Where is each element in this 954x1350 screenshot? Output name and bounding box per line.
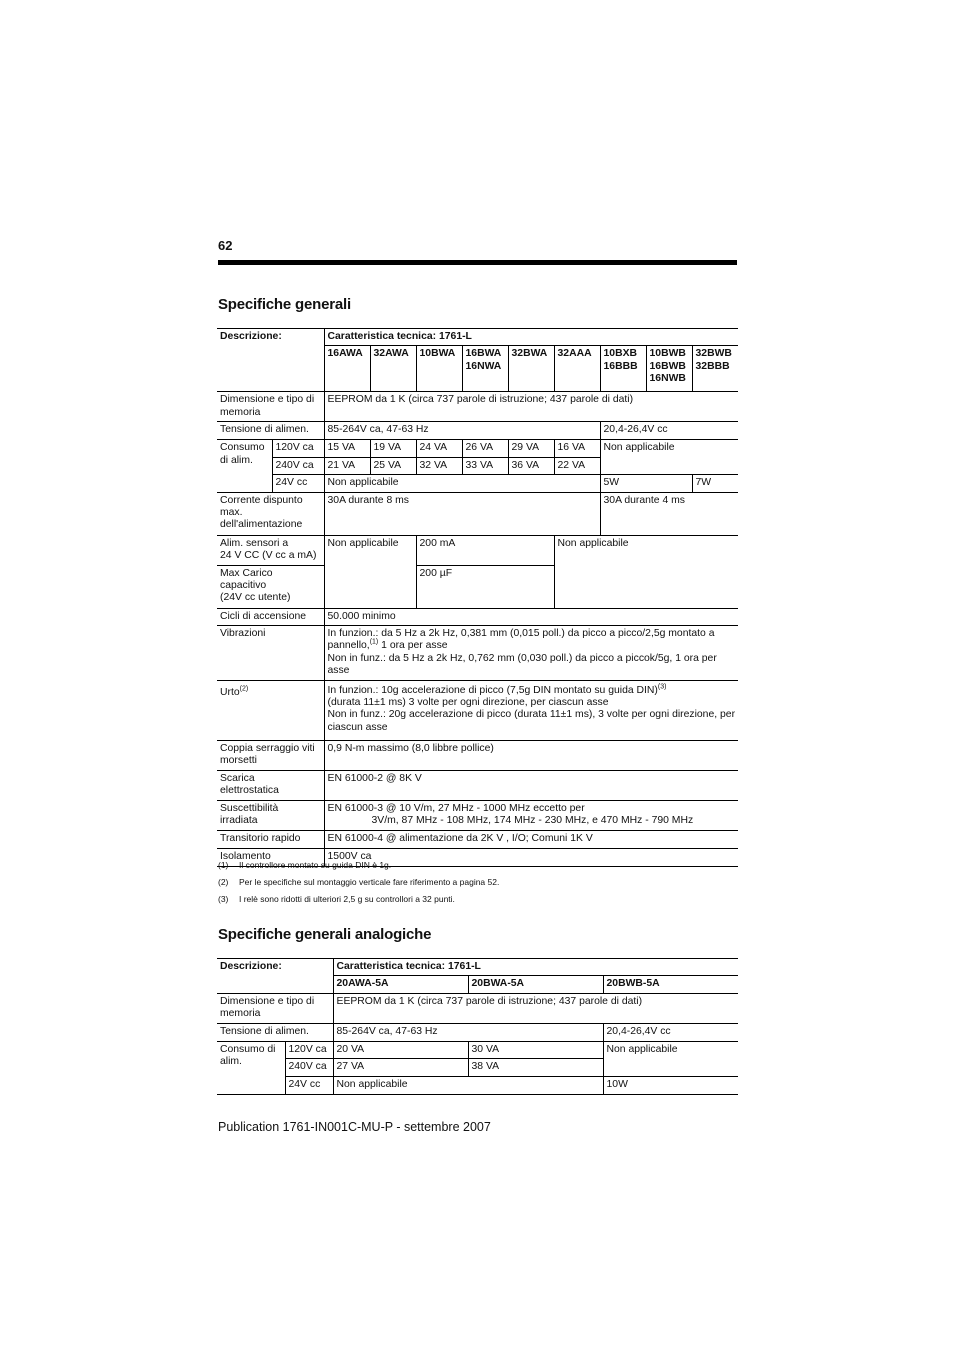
consumption-240v-32awa: 25 VA <box>370 457 416 474</box>
page-number: 62 <box>218 238 233 253</box>
footnote-1-text: Il controllore montato su guida DIN è 1g. <box>239 860 392 870</box>
footnotes <box>218 860 738 911</box>
consumption-240v-32bwa: 36 VA <box>508 457 554 474</box>
footnote-2 <box>218 877 738 894</box>
row-isolation-value: 1500V ca <box>324 848 738 866</box>
analog-consumption-120v-label: 120V ca <box>285 1041 333 1058</box>
analog-consumption-24v-10w: 10W <box>603 1076 738 1094</box>
shock-footnote-ref: (2) <box>239 685 249 693</box>
top-rule <box>218 260 737 265</box>
header-description: Descrizione: <box>217 329 324 392</box>
row-voltage-label: Tensione di alimen. <box>217 422 324 440</box>
model-10bwb: 10BWB 16BWB 16NWB <box>646 346 692 392</box>
row-sensor-label: Alim. sensori a 24 V CC (V cc a mA) <box>217 535 324 565</box>
analog-model-20awa: 20AWA-5A <box>333 976 468 993</box>
consumption-120v-10bwa: 24 VA <box>416 440 462 457</box>
row-sensor-na-right: Non applicabile <box>554 535 738 608</box>
analog-row-consumption-label: Consumo di alim. <box>217 1041 285 1094</box>
consumption-120v-16awa: 15 VA <box>324 440 370 457</box>
row-memory-label: Dimensione e tipo di memoria <box>217 392 324 422</box>
header-spec: Caratteristica tecnica: 1761-L <box>324 329 738 346</box>
vibration-line1b: 1 ora per asse <box>378 640 448 652</box>
consumption-120v-label: 120V ca <box>272 440 324 457</box>
row-esd-value: EN 61000-2 @ 8K V <box>324 770 738 800</box>
row-radiated-label: Suscettibilità irradiata <box>217 800 324 830</box>
row-capacitive-label: Max Carico capacitivo (24V cc utente) <box>217 565 324 608</box>
row-eft-label: Transitorio rapido <box>217 830 324 848</box>
analog-header-description: Descrizione: <box>217 959 333 994</box>
row-torque-label: Coppia serraggio viti morsetti <box>217 740 324 770</box>
row-vibration-value <box>324 626 738 681</box>
model-32aaa: 32AAA <box>554 346 600 392</box>
row-inrush-dc: 30A durante 4 ms <box>600 492 738 535</box>
footnote-2-number: (2) <box>218 877 229 887</box>
analog-consumption-24v-ac-models: Non applicabile <box>333 1076 603 1094</box>
radiated-line2: 3V/m, 87 MHz - 108 MHz, 174 MHz - 230 MHz, e 470 MHz - 790 MHz <box>371 815 694 827</box>
row-shock-value <box>324 680 738 740</box>
analog-consumption-240v-20awa: 27 VA <box>333 1059 468 1076</box>
analog-consumption-120v-20awa: 20 VA <box>333 1041 468 1058</box>
row-esd-label: Scarica elettrostatica <box>217 770 324 800</box>
model-32awa: 32AWA <box>370 346 416 392</box>
consumption-24v-5w: 5W <box>600 475 692 492</box>
footnote-3-number: (3) <box>218 894 229 904</box>
general-specs-table <box>217 328 738 867</box>
analog-consumption-240v-20bwa: 38 VA <box>468 1059 603 1076</box>
shock-line2: (durata 11±1 ms) 3 volte per ogni direzione, per ciascun asse <box>327 697 609 709</box>
consumption-24v-ac-models: Non applicabile <box>324 475 600 492</box>
consumption-120v-16bwa: 26 VA <box>462 440 508 457</box>
footnote-1 <box>218 860 738 877</box>
row-sensor-200ma: 200 mA <box>416 535 554 565</box>
consumption-120v-32bwa: 29 VA <box>508 440 554 457</box>
radiated-line1: EN 61000-3 @ 10 V/m, 27 MHz - 1000 MHz eccetto per <box>327 802 585 814</box>
publication-footer: Publication 1761-IN001C-MU-P - settembre 2007 <box>218 1120 491 1134</box>
model-16bwa: 16BWA 16NWA <box>462 346 508 392</box>
row-capacitive-value: 200 µF <box>416 565 554 608</box>
analog-model-20bwa: 20BWA-5A <box>468 976 603 993</box>
consumption-24v-label: 24V cc <box>272 475 324 492</box>
row-inrush-ac: 30A durante 8 ms <box>324 492 600 535</box>
analog-consumption-120v-20bwa: 30 VA <box>468 1041 603 1058</box>
row-memory-value: EEPROM da 1 K (circa 737 parole di istruzione; 437 parole di dati) <box>324 392 738 422</box>
vibration-line2: Non in funz.: da 5 Hz a 2k Hz, 0,762 mm (0,030 poll.) da picco a piccok/5g, 1 ora per asse <box>327 652 717 677</box>
shock-line1-footnote-ref: (3) <box>657 683 667 691</box>
model-32bwb: 32BWB 32BBB <box>692 346 738 392</box>
row-cycles-label: Cicli di accensione <box>217 608 324 625</box>
model-10bwa: 10BWA <box>416 346 462 392</box>
row-radiated-value <box>324 800 738 830</box>
row-shock-label <box>217 680 324 740</box>
shock-line1: In funzion.: 10g accelerazione di picco (7,5g DIN montato su guida DIN) <box>327 684 658 696</box>
row-voltage-dc: 20,4-26,4V cc <box>600 422 738 440</box>
row-cycles-value: 50.000 minimo <box>324 608 738 625</box>
analog-row-voltage-label: Tensione di alimen. <box>217 1023 333 1041</box>
row-eft-value: EN 61000-4 @ alimentazione da 2K V , I/O; Comuni 1K V <box>324 830 738 848</box>
row-inrush-label: Corrente dispunto max. dell'alimentazione <box>217 492 324 535</box>
model-32bwa: 32BWA <box>508 346 554 392</box>
model-10bxb: 10BXB 16BBB <box>600 346 646 392</box>
row-torque-value: 0,9 N-m massimo (8,0 libbre pollice) <box>324 740 738 770</box>
consumption-240v-10bwa: 32 VA <box>416 457 462 474</box>
footnote-2-text: Per le specifiche sul montaggio verticale fare riferimento a pagina 52. <box>239 877 500 887</box>
row-consumption-label: Consumo di alim. <box>217 440 272 492</box>
consumption-240v-label: 240V ca <box>272 457 324 474</box>
shock-line3: Non in funz.: 20g accelerazione di picco (durata 11±1 ms), 3 volte per ogni direzione, per ciascun asse <box>327 709 736 733</box>
analog-model-20bwb: 20BWB-5A <box>603 976 738 993</box>
vibration-footnote-ref: (1) <box>369 638 379 646</box>
footnote-3 <box>218 894 738 911</box>
consumption-120v-32aaa: 16 VA <box>554 440 600 457</box>
consumption-120v-32awa: 19 VA <box>370 440 416 457</box>
vibration-line1: In funzion.: da 5 Hz a 2k Hz, 0,381 mm (0,015 poll.) da picco a picco/2,5g montato a pannello, <box>327 628 715 652</box>
footnote-3-text: I relè sono ridotti di ulteriori 2,5 g su controllori a 32 punti. <box>239 894 455 904</box>
row-sensor-na-left: Non applicabile <box>324 535 416 608</box>
model-16awa: 16AWA <box>324 346 370 392</box>
row-isolation-label: Isolamento <box>217 848 324 866</box>
analog-consumption-24v-label: 24V cc <box>285 1076 333 1094</box>
row-voltage-ac: 85-264V ca, 47-63 Hz <box>324 422 600 440</box>
analog-consumption-240v-label: 240V ca <box>285 1059 333 1076</box>
analog-row-memory-value: EEPROM da 1 K (circa 737 parole di istruzione; 437 parole di dati) <box>333 993 738 1023</box>
analog-header-spec: Caratteristica tecnica: 1761-L <box>333 959 738 976</box>
analog-consumption-ac-20bwb: Non applicabile <box>603 1041 738 1076</box>
footnote-1-number: (1) <box>218 860 229 870</box>
section-title-general: Specifiche generali <box>218 296 351 313</box>
shock-label-text: Urto <box>220 686 240 698</box>
row-vibration-label: Vibrazioni <box>217 626 324 681</box>
analog-row-memory-label: Dimensione e tipo di memoria <box>217 993 333 1023</box>
analog-specs-table <box>217 958 738 1095</box>
analog-row-voltage-dc: 20,4-26,4V cc <box>603 1023 738 1041</box>
consumption-240v-32aaa: 22 VA <box>554 457 600 474</box>
consumption-ac-dc-models: Non applicabile <box>600 440 738 475</box>
analog-row-voltage-ac: 85-264V ca, 47-63 Hz <box>333 1023 603 1041</box>
consumption-240v-16bwa: 33 VA <box>462 457 508 474</box>
consumption-24v-7w: 7W <box>692 475 738 492</box>
consumption-240v-16awa: 21 VA <box>324 457 370 474</box>
section-title-analog: Specifiche generali analogiche <box>218 926 432 943</box>
